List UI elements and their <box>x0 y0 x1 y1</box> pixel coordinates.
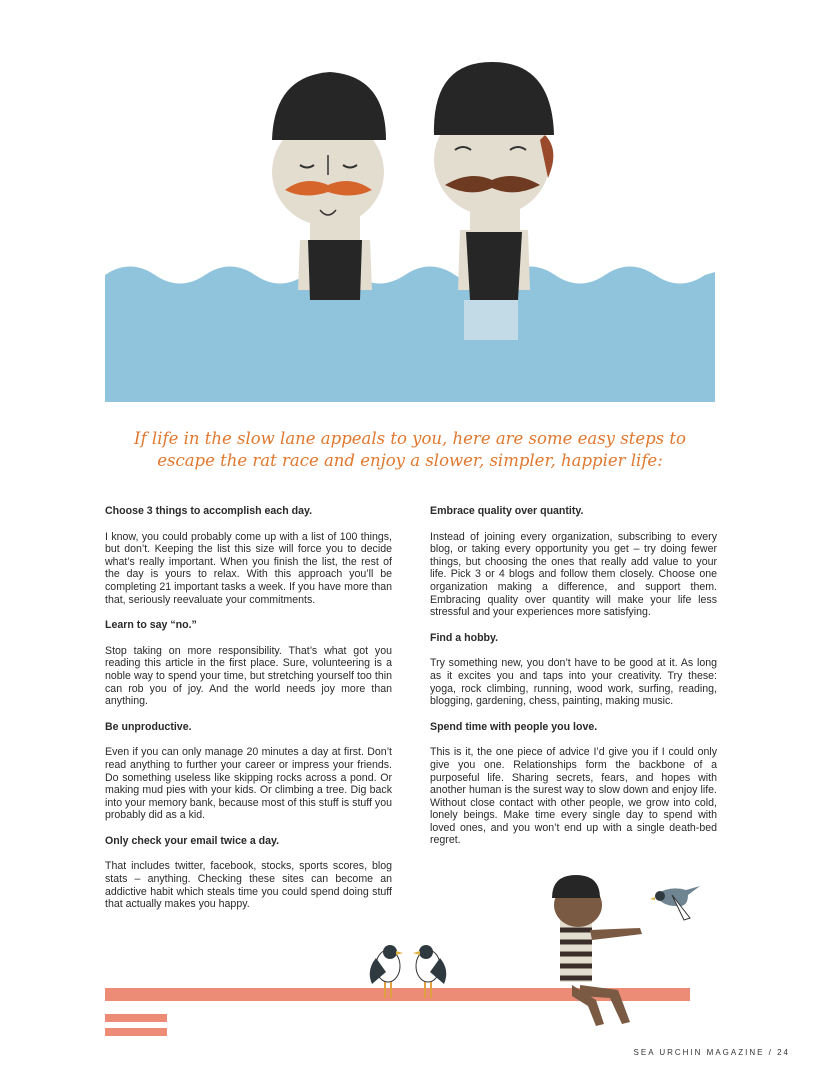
intro-callout: If life in the slow lane appeals to you, here are some easy steps to escape the rat race and enjoy a slower, simpler, happier life: <box>134 429 686 470</box>
step-heading: Be unproductive. <box>105 720 192 733</box>
step-body: Instead of joining every organization, subscribing to every blog, or taking every opportunity you get – try doing fewer things, but choosing the ones that really add value to your life. Pick 3 or 4 blogs and follow them closely. Choose one organization making a difference, and support them. Embracing quality over quantity will make your life less stressful and your experiences more satisfying. <box>430 530 717 619</box>
step-body: This is it, the one piece of advice I’d give you if I could only give you one. Relationships form the backbone of a purposeful life. Sharing secrets, fears, and hopes with another human is the surest way to slow down and enjoy life. Without close contact with other people, we grow into cold, lonely beings. Make time every single day to spend with loved ones, and you won’t end up with a single death-bed regret. <box>430 746 717 847</box>
article-column-left <box>105 505 392 924</box>
step-body: That includes twitter, facebook, stocks, sports scores, blog stats – anything. Checking these sites can become an addictive habit which steals time you could spend doing stuff that actually makes you happy. <box>105 860 392 911</box>
step-heading: Find a hobby. <box>430 631 499 644</box>
left-swimmer <box>272 72 386 300</box>
step-body: Stop taking on more responsibility. That’s what got you reading this article in the first place. Sure, volunteering is a noble way to spend your time, but stretching yourself too thin can rob you of joy. And the world needs joy more than anything. <box>105 644 392 708</box>
step-body: Try something new, you don’t have to be good at it. As long as it excites you and taps into your creativity. Try these: yoga, rock climbing, running, wood work, surfing, reading, blogging, gardening, chess, painting, making music. <box>430 657 717 708</box>
flying-bird-icon <box>650 886 700 920</box>
step-heading: Embrace quality over quantity. <box>430 505 584 517</box>
step-heading: Choose 3 things to accomplish each day. <box>105 505 313 517</box>
step-heading: Only check your email twice a day. <box>105 834 280 847</box>
dock-stripe <box>105 1028 167 1036</box>
step-heading: Learn to say “no.” <box>105 619 197 632</box>
hero-illustration <box>0 0 820 410</box>
water-waves <box>105 267 715 403</box>
step-heading: Spend time with people you love. <box>430 720 598 733</box>
seated-swimmer <box>552 875 642 1026</box>
step-body: Even if you can only manage 20 minutes a day at first. Don’t read anything to further your career or impress your friends. Do something useless like skipping rocks across a pond. Or making mud pies with your kids. Or climbing a tree. Dig back into your memory bank, because most of this stuff is stuff you probably did as a kid. <box>105 746 392 822</box>
magazine-footer: SEA URCHIN MAGAZINE / 24 <box>633 1048 790 1057</box>
step-body: I know, you could probably come up with a list of 100 things, but don’t. Keeping the list this size will force you to decide what’s really important. When you finish the list, the rest of the day is yours to relax. With this approach you’ll be completing 21 important tasks a week. If you have more than that, seriously reevaluate your commitments. <box>105 530 392 606</box>
dock-illustration <box>0 870 820 1040</box>
article-column-right <box>430 505 717 860</box>
dock-stripe <box>105 1014 167 1022</box>
